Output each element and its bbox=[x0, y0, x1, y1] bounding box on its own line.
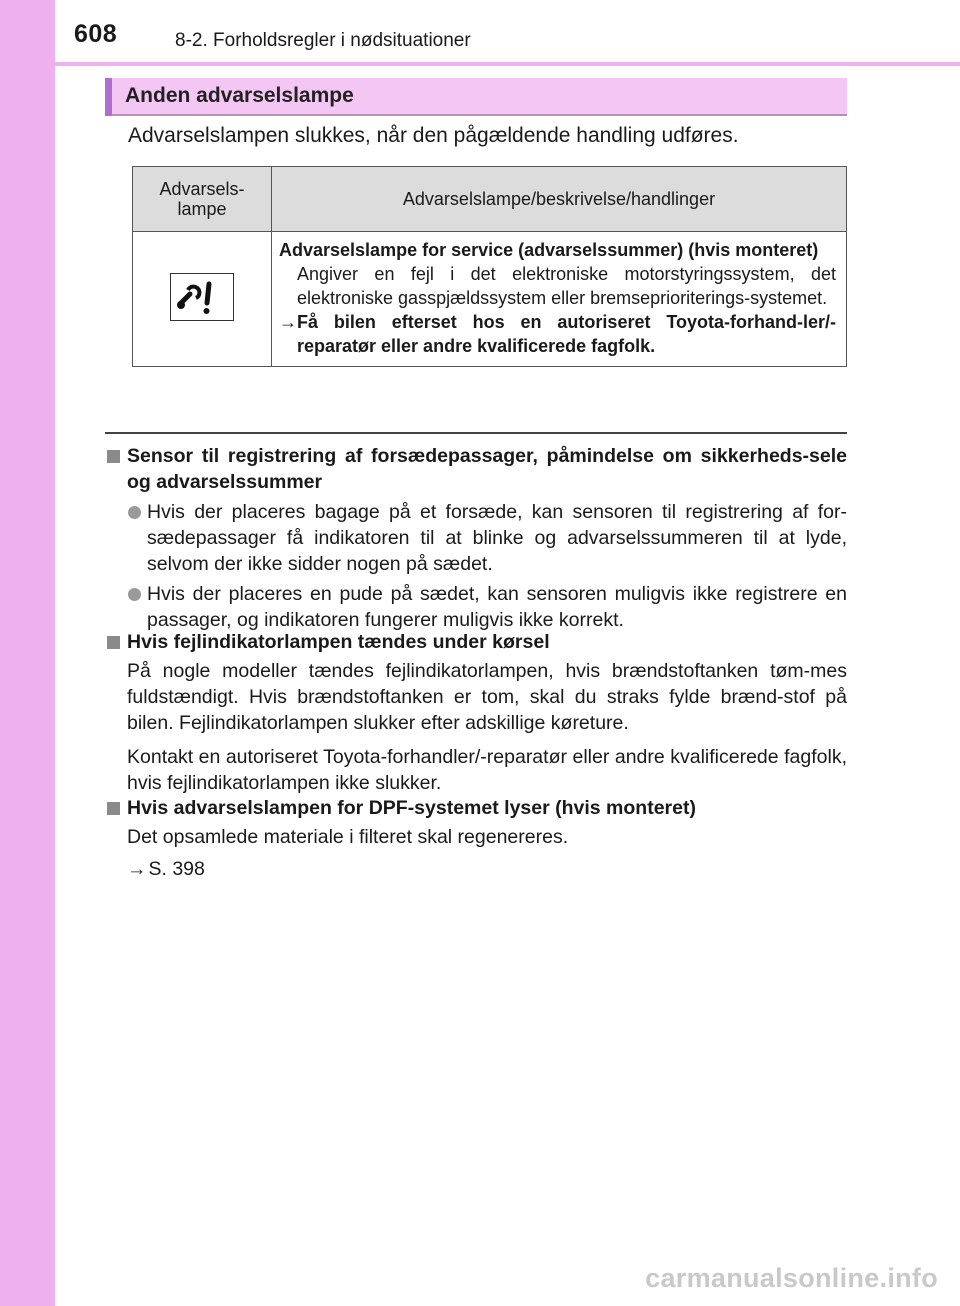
section-heading: Hvis fejlindikatorlampen tændes under kørsel bbox=[105, 629, 847, 655]
arrow-icon: → bbox=[127, 858, 147, 880]
paragraph: På nogle modeller tændes fejlindikatorlampen, hvis brændstoftanken tøm-mes fuldstændigt. Hvis brændstoftanken er tom, skal du straks fylde brænd-stof på bilen. Fejlindikatorlampen slukker efter adskillige køreture. bbox=[127, 660, 847, 734]
square-bullet-icon bbox=[107, 636, 120, 649]
table-header-row bbox=[133, 167, 847, 232]
round-bullet-icon bbox=[128, 588, 141, 601]
left-margin-bar bbox=[0, 0, 55, 1306]
warning-table bbox=[132, 166, 847, 367]
section-heading: Hvis advarselslampen for DPF-systemet lyser (hvis monteret) bbox=[105, 795, 847, 821]
warning-description: Angiver en fejl i det elektroniske motorstyringssystem, det elektroniske gasspjældssystem eller bremseprioriterings-systemet. bbox=[297, 264, 836, 308]
paragraph: Det opsamlede materiale i filteret skal regenereres. bbox=[127, 826, 569, 848]
list-item: Hvis der placeres en pude på sædet, kan sensoren muligvis ikke registrere en passager, og indikatoren fungerer muligvis ikke korrekt. bbox=[105, 581, 847, 633]
table-row bbox=[133, 232, 847, 367]
section-title: 8-2. Forholdsregler i nødsituationer bbox=[175, 30, 471, 51]
heading-title: Anden advarselslampe bbox=[125, 84, 354, 107]
icon-cell bbox=[133, 232, 272, 367]
intro-text: Advarselslampen slukkes, når den pågældende handling udføres. bbox=[128, 124, 739, 147]
warning-action bbox=[279, 310, 836, 358]
col-header-description: Advarselslampe/beskrivelse/handlinger bbox=[272, 167, 847, 232]
square-bullet-icon bbox=[107, 450, 120, 463]
section-heading: Sensor til registrering af forsædepassager, påmindelse om sikkerheds-sele og advarselssummer bbox=[105, 443, 847, 495]
heading-box bbox=[105, 78, 847, 116]
description-cell bbox=[272, 232, 847, 367]
action-text: Få bilen efterset hos en autoriseret Toyota-forhand-ler/-reparatør eller andre kvalificerede fagfolk. bbox=[297, 312, 836, 356]
heading-accent bbox=[105, 78, 112, 116]
header-rule bbox=[55, 62, 960, 66]
arrow-icon: → bbox=[279, 312, 297, 332]
list-item: Hvis der placeres bagage på et forsæde, kan sensoren til registrering af for-sædepassager få indikatoren til at blinke og advarselssummeren til at lyde, selvom der ikke sidder nogen på sædet. bbox=[105, 499, 847, 577]
reference-text: S. 398 bbox=[148, 858, 205, 880]
warning-title: Advarselslampe for service (advarselssummer) (hvis monteret) bbox=[279, 240, 819, 260]
service-warning-icon bbox=[170, 273, 234, 321]
square-bullet-icon bbox=[107, 802, 120, 815]
watermark: carmanualsonline.info bbox=[645, 1263, 938, 1293]
page-number: 608 bbox=[74, 20, 118, 48]
section-occupant-sensor bbox=[105, 443, 847, 633]
col-header-lamp: Advarsels- lampe bbox=[133, 167, 272, 232]
section-divider bbox=[105, 432, 847, 434]
page-reference bbox=[105, 856, 847, 882]
paragraph: Kontakt en autoriseret Toyota-forhandler/-reparatør eller andre kvalificerede fagfolk, hvis fejlindikatorlampen ikke slukker. bbox=[127, 746, 847, 794]
round-bullet-icon bbox=[128, 506, 141, 519]
section-malfunction-lamp bbox=[105, 629, 847, 796]
section-dpf bbox=[105, 795, 847, 882]
header-band bbox=[0, 0, 960, 62]
